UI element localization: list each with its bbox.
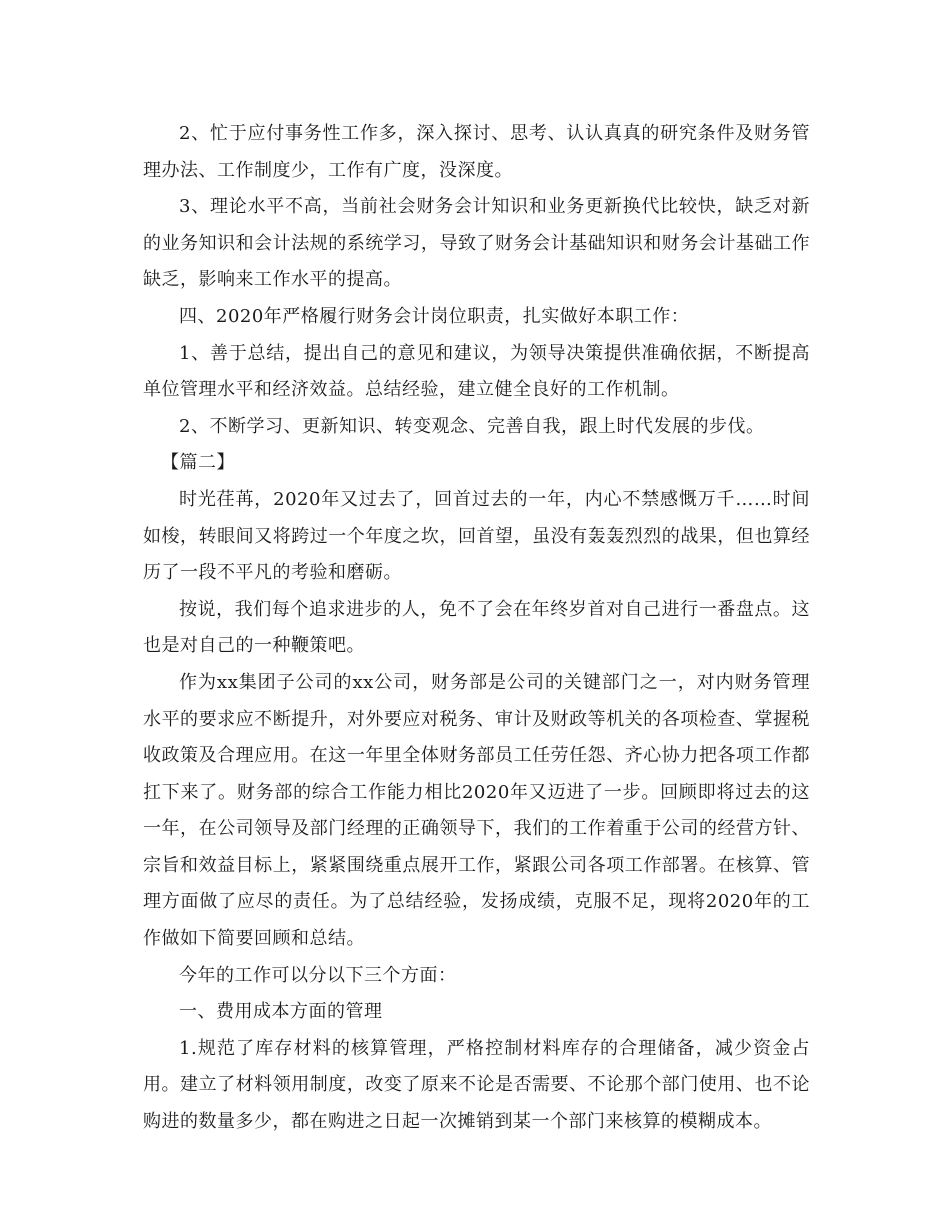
paragraph-item-3-shortcoming: 3、理论水平不高，当前社会财务会计知识和业务更新换代比较快，缺乏对新的业务知识和会计法规的系统学习，导致了财务会计基础知识和财务会计基础工作缺乏，影响来工作水平的提高。 bbox=[143, 196, 810, 291]
paragraph-item-2-shortcoming: 2、忙于应付事务性工作多，深入探讨、思考、认认真真的研究条件及财务管理办法、工作制度少，工作有广度，没深度。 bbox=[143, 123, 810, 181]
paragraph-three-aspects: 今年的工作可以分以下三个方面： bbox=[179, 964, 457, 986]
paragraph-duty-2: 2、不断学习、更新知识、转变观念、完善自我，跟上时代发展的步伐。 bbox=[179, 415, 765, 437]
section-heading-four: 四、2020年严格履行财务会计岗位职责，扎实做好本职工作： bbox=[179, 305, 690, 327]
chapter-heading-part-two: 【篇二】 bbox=[161, 452, 235, 474]
document-page bbox=[143, 116, 810, 1141]
paragraph-intro-review: 按说，我们每个追求进步的人，免不了会在年终岁首对自己进行一番盘点。这也是对自己的一种鞭策吧。 bbox=[143, 598, 810, 657]
paragraph-inventory-management: 1.规范了库存材料的核算管理，严格控制材料库存的合理储备，减少资金占用。建立了材料领用制度，改变了原来不论是否需要、不论那个部门使用、也不论购进的数量多少，都在购进之日起一次摊销到某一个部门来核算的模糊成本。 bbox=[143, 1037, 810, 1133]
paragraph-duty-1: 1、善于总结，提出自己的意见和建议，为领导决策提供准确依据，不断提高单位管理水平和经济效益。总结经验，建立健全良好的工作机制。 bbox=[143, 342, 810, 401]
section-heading-cost-management: 一、费用成本方面的管理 bbox=[179, 1001, 383, 1023]
paragraph-finance-department: 作为xx集团子公司的xx公司，财务部是公司的关键部门之一，对内财务管理水平的要求应不断提升，对外要应对税务、审计及财政等机关的各项检查、掌握税收政策及合理应用。在这一年里全体财务部员工任劳任怨、齐心协力把各项工作都扛下来了。财务部的综合工作能力相比2020年又迈进了一步。回顾即将过去的这一年，在公司领导及部门经理的正确领导下，我们的工作着重于公司的经营方针、宗旨和效益目标上，紧紧围绕重点展开工作，紧跟公司各项工作部署。在核算、管理方面做了应尽的责任。为了总结经验，发扬成绩，克服不足，现将2020年的工作做如下简要回顾和总结。 bbox=[143, 671, 810, 950]
paragraph-intro-time: 时光荏苒，2020年又过去了，回首过去的一年，内心不禁感慨万千……时间如梭，转眼间又将跨过一个年度之坎，回首望，虽没有轰轰烈烈的战果，但也算经历了一段不平凡的考验和磨砺。 bbox=[143, 488, 810, 584]
